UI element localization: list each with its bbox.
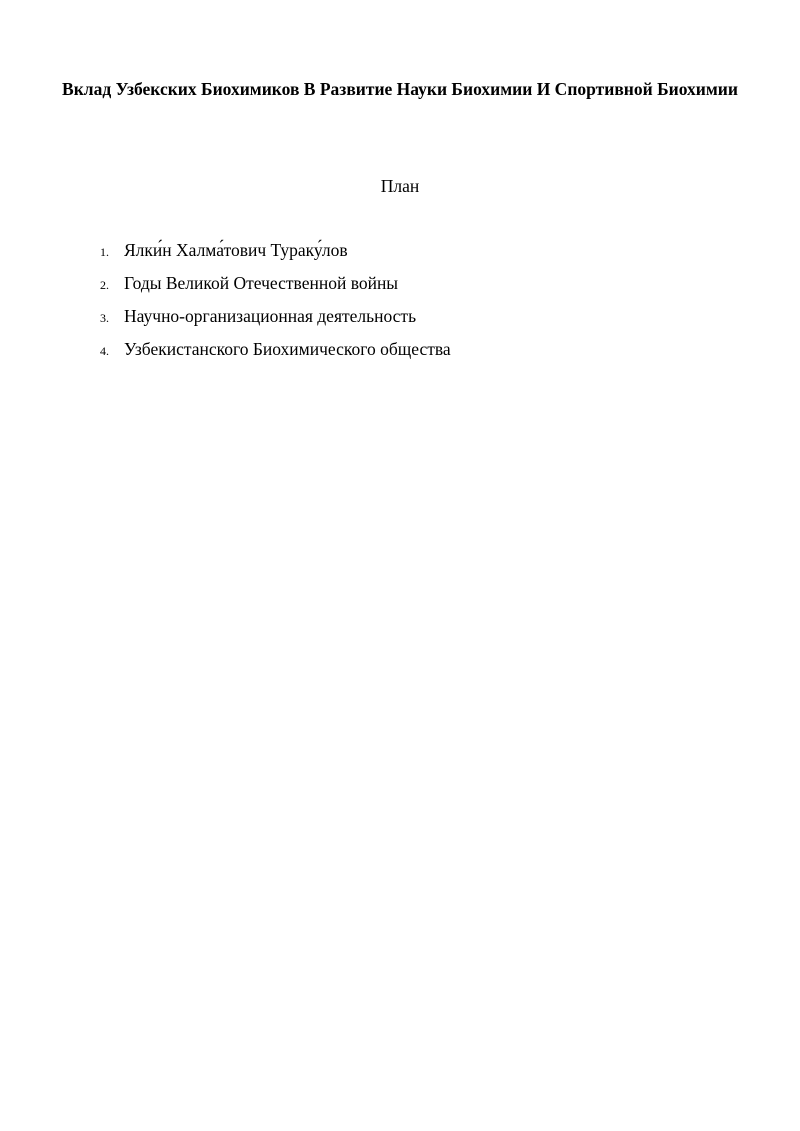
plan-list [100,238,451,370]
list-item-text: Ялки́н Халма́тович Турaку́лов [124,240,348,260]
list-item [100,238,451,271]
document-title: Вклад Узбекских Биохимиков В Развитие Науки Биохимии И Спортивной Биохимии [62,79,738,99]
list-item [100,271,451,304]
list-item-text: Узбекистанского Биохимического общества [124,339,451,359]
list-item-number: 1. [100,245,109,259]
list-item [100,304,451,337]
list-item-number: 4. [100,344,109,358]
list-item [100,337,451,370]
list-item-number: 3. [100,311,109,325]
list-item-text: Годы Великой Отечественной войны [124,273,399,293]
list-item-text: Научно-организационная деятельность [124,306,417,326]
plan-heading: План [380,176,420,196]
list-item-number: 2. [100,278,109,292]
